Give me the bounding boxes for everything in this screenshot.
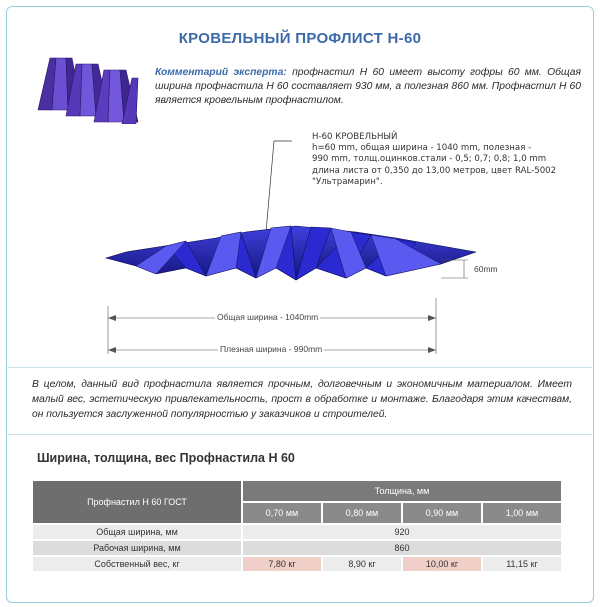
height-dimension-label: 60mm — [474, 264, 498, 274]
spec-line: Н-60 КРОВЕЛЬНЫЙ — [312, 132, 398, 142]
thickness-group-header: Толщина, мм — [243, 481, 563, 503]
expert-comment — [155, 66, 581, 108]
weight-cell: 10,00 кг — [403, 557, 483, 573]
total-width-label: Общая ширина - 1040mm — [217, 312, 319, 322]
spec-line: "Ультрамарин". — [312, 176, 383, 187]
row-value: 860 — [243, 541, 563, 557]
row-label: Рабочая ширина, мм — [33, 541, 243, 557]
profile-spec-callout — [312, 132, 572, 188]
row-value: 920 — [243, 525, 563, 541]
divider — [8, 367, 592, 368]
thickness-header: 1,00 мм — [483, 503, 563, 525]
table-row — [33, 541, 563, 557]
spec-table — [33, 481, 563, 573]
table-row — [33, 557, 563, 573]
spec-line: длина листа от 0,350 до 13,00 метров, цвет RAL-5002 — [312, 165, 557, 176]
weight-cell: 11,15 кг — [483, 557, 563, 573]
row-label: Общая ширина, мм — [33, 525, 243, 541]
table-corner-header: Профнастил Н 60 ГОСТ — [33, 481, 243, 525]
table-row — [33, 525, 563, 541]
divider — [8, 434, 592, 435]
weight-cell: 8,90 кг — [323, 557, 403, 573]
callout-leader-line — [266, 141, 292, 232]
useful-width-label: Плезная ширина - 990mm — [220, 344, 323, 354]
page-title: КРОВЕЛЬНЫЙ ПРОФЛИСТ Н-60 — [178, 30, 422, 47]
profile-sheet-shape — [106, 226, 476, 280]
thickness-header: 0,80 мм — [323, 503, 403, 525]
spec-line: 990 mm, толщ.оцинков.стали - 0,5; 0,7; 0,8; 1,0 mm — [312, 154, 547, 165]
expert-comment-lead: Комментарий эксперта: — [155, 67, 287, 78]
row-label: Собственный вес, кг — [33, 557, 243, 573]
profile-thumbnail — [36, 50, 148, 124]
table-title: Ширина, толщина, вес Профнастила Н 60 — [37, 451, 295, 465]
weight-cell: 7,80 кг — [243, 557, 323, 573]
spec-line: h=60 mm, общая ширина - 1040 mm, полезная - — [312, 143, 532, 154]
thickness-header: 0,90 мм — [403, 503, 483, 525]
summary-text: В целом, данный вид профнастила является прочным, долговечным и экономичным материалом. Имеет малый вес, эстетическую привлекательность, прост в обработке и монтаже. Благодаря этим качествам, он пользуется заслуженной популярностью у заказчиков и строителей. — [32, 379, 572, 420]
thickness-header: 0,70 мм — [243, 503, 323, 525]
expert-comment-text: профнастил Н 60 имеет высоту гофры 60 мм. Общая ширина профнастила Н 60 составляет 930 мм, а полезная 860 мм. Профнастил Н 60 является кровельным профнастилом. — [155, 67, 581, 106]
